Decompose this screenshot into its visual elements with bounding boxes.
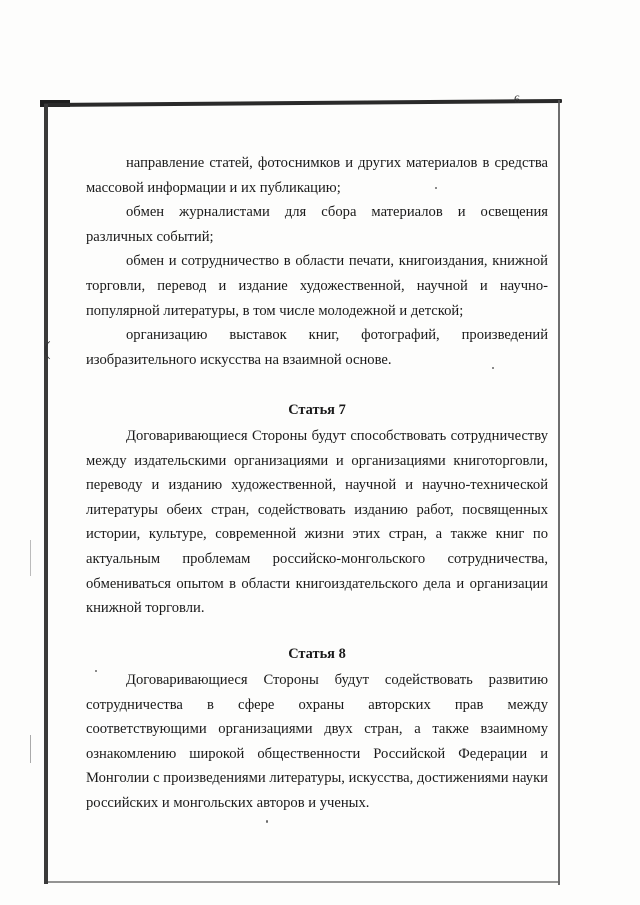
article-8-text: Договаривающиеся Стороны будут содействовать развитию сотрудничества в сфере охраны авторских прав между соответствующими организациями двух стран, а также взаимному ознакомлению широкой общественности Российской Федерации и Монголии с произведениями литературы, искусства, достижениями науки российских и монгольских авторов и ученых. — [86, 672, 548, 811]
intro-paragraph: направление статей, фотоснимков и других материалов в средства массовой информации и их публикацию; — [86, 155, 548, 196]
article-8-body — [86, 668, 548, 816]
scan-speck — [492, 367, 494, 369]
intro-paragraph: обмен журналистами для сбора материалов и освещения различных событий; — [86, 204, 548, 245]
intro-list — [86, 151, 548, 372]
scan-speck — [30, 540, 31, 576]
margin-mark: ( — [44, 338, 51, 360]
scan-speck — [266, 820, 268, 823]
page-border-top — [44, 99, 562, 107]
scan-speck — [30, 735, 31, 763]
article-8-heading: Статья 8 — [288, 646, 346, 662]
intro-paragraph: обмен и сотрудничество в области печати, книгоиздания, книжной торговли, перевод и издание художественной, научной и научно-популярной литературы, в том числе молодежной и детской; — [86, 253, 548, 319]
page-border-bottom — [48, 881, 560, 883]
intro-paragraph: организацию выставок книг, фотографий, произведений изобразительного искусства на взаимной основе. — [86, 327, 548, 368]
page-border-right — [558, 100, 560, 885]
scan-speck — [95, 670, 97, 672]
article-7-text: Договаривающиеся Стороны будут способствовать сотрудничеству между издательскими организациями и организациями книготорговли, переводу и изданию художественной, научной и научно-технической литературы обеих стран, содействовать изданию работ, посвященных истории, культуре, современной жизни этих стран, а также книг по актуальным проблемам российско-монгольского сотрудничества, обмениваться опытом в области книгоиздательского дела и организации книжной торговли. — [86, 428, 548, 617]
article-7-body — [86, 424, 548, 621]
page-number: 6 — [514, 92, 520, 106]
page-border-left — [44, 104, 48, 884]
scan-speck — [435, 187, 437, 189]
article-7-heading: Статья 7 — [288, 402, 346, 418]
